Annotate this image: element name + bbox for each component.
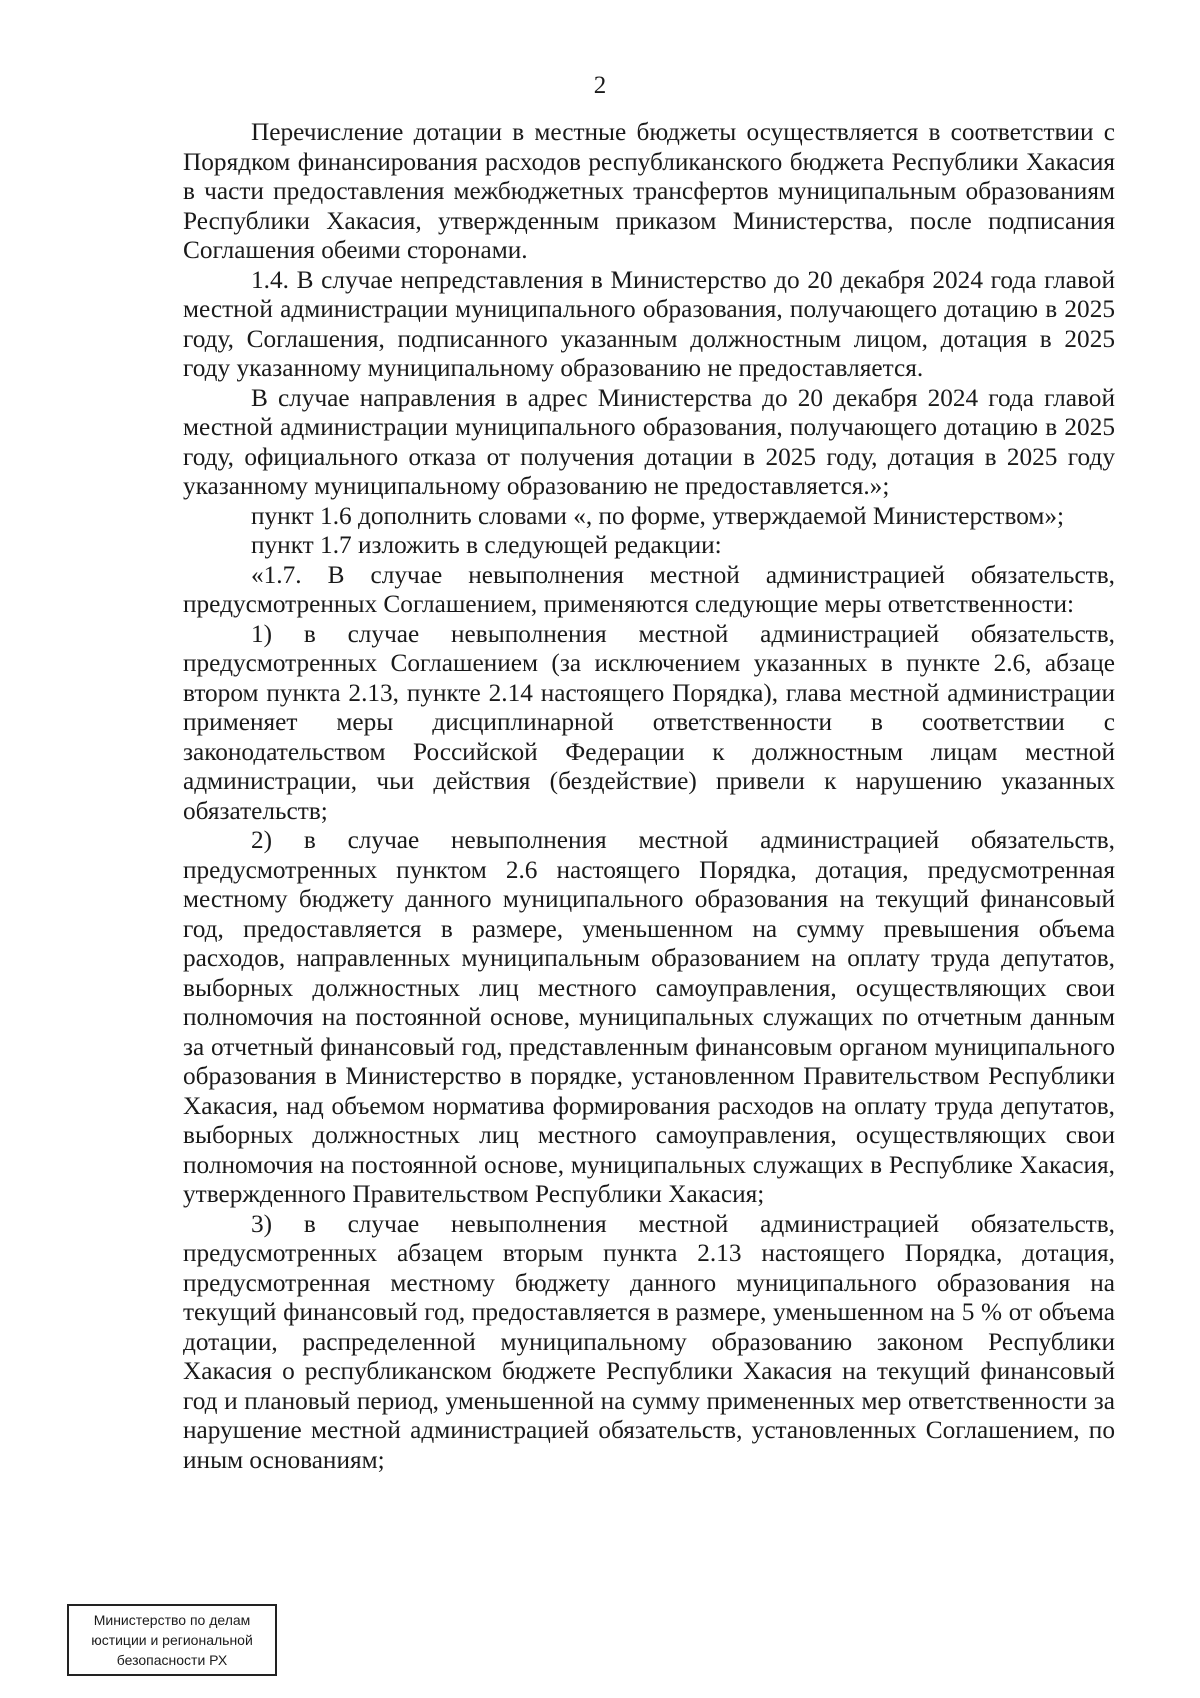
stamp-line-1: Министерство по делам: [93, 1612, 251, 1628]
paragraph-measure-1: 1) в случае невыполнения местной администрацией обязательств, предусмотренных Соглашением (за исключением указанных в пункте 2.6, абзаце втором пункта 2.13, пункте 2.14 настоящего Порядка), глава местной администрации применяет меры дисциплинарной ответственности в соответствии с законодательством Российской Федерации к должностным лицам местной администрации, чьи действия (бездействие) привели к нарушению указанных обязательств;: [183, 619, 1115, 825]
paragraph-measure-2: 2) в случае невыполнения местной администрацией обязательств, предусмотренных пунктом 2.6 настоящего Порядка, дотация, предусмотренная местному бюджету данного муниципального образования на текущий финансовый год, предоставляется в размере, уменьшенном на сумму превышения объема расходов, направленных муниципальным образованием на оплату труда депутатов, выборных должностных лиц местного самоуправления, осуществляющих свои полномочия на постоянной основе, муниципальных служащих по отчетным данным за отчетный финансовый год, представленным финансовым органом муниципального образования в Министерство в порядке, установленном Правительством Республики Хакасия, над объемом норматива формирования расходов на оплату труда депутатов, выборных должностных лиц местного самоуправления, осуществляющих свои полномочия на постоянной основе, муниципальных служащих в Республике Хакасия, утвержденного Правительством Республики Хакасия;: [183, 826, 1115, 1208]
stamp-line-3: безопасности РХ: [116, 1652, 228, 1668]
paragraph-clause-1-7: «1.7. В случае невыполнения местной администрацией обязательств, предусмотренных Соглашением, применяются следующие меры ответственности:: [183, 560, 1115, 618]
stamp-line-2: юстиции и региональной: [91, 1632, 253, 1648]
paragraph-measure-3: 3) в случае невыполнения местной администрацией обязательств, предусмотренных абзацем вторым пункта 2.13 настоящего Порядка, дотация, предусмотренная местному бюджету данного муниципального образования на текущий финансовый год, предоставляется в размере, уменьшенном на 5 % от объема дотации, распределенной муниципальному образованию законом Республики Хакасия о республиканском бюджете Республики Хакасия на текущий финансовый год и плановый период, уменьшенной на сумму примененных мер ответственности за нарушение местной администрацией обязательств, установленных Соглашением, по иным основаниям;: [183, 1209, 1115, 1474]
paragraph-clause-1-4: 1.4. В случае непредставления в Министерство до 20 декабря 2024 года главой местной администрации муниципального образования, получающего дотацию в 2025 году, Соглашения, подписанного указанным должностным лицом, дотация в 2025 году указанному муниципальному образованию не предоставляется.: [183, 265, 1115, 382]
ministry-stamp: [67, 1604, 277, 1676]
page-number: 2: [593, 72, 607, 99]
paragraph-transfer-procedure: Перечисление дотации в местные бюджеты осуществляется в соответствии с Порядком финансирования расходов республиканского бюджета Республики Хакасия в части предоставления межбюджетных трансфертов муниципальным образованиям Республики Хакасия, утвержденным приказом Министерства, после подписания Соглашения обеими сторонами.: [183, 118, 1115, 264]
paragraph-refusal-case: В случае направления в адрес Министерства до 20 декабря 2024 года главой местной администрации муниципального образования, получающего дотацию в 2025 году, официального отказа от получения дотации в 2025 году, дотация в 2025 году указанному муниципальному образованию не предоставляется.»;: [183, 383, 1115, 500]
paragraph-clause-1-7-intro: пункт 1.7 изложить в следующей редакции:: [251, 531, 722, 559]
document-body: [183, 118, 1115, 1475]
paragraph-clause-1-6-amendment: пункт 1.6 дополнить словами «, по форме, утверждаемой Министерством»;: [251, 501, 1065, 530]
